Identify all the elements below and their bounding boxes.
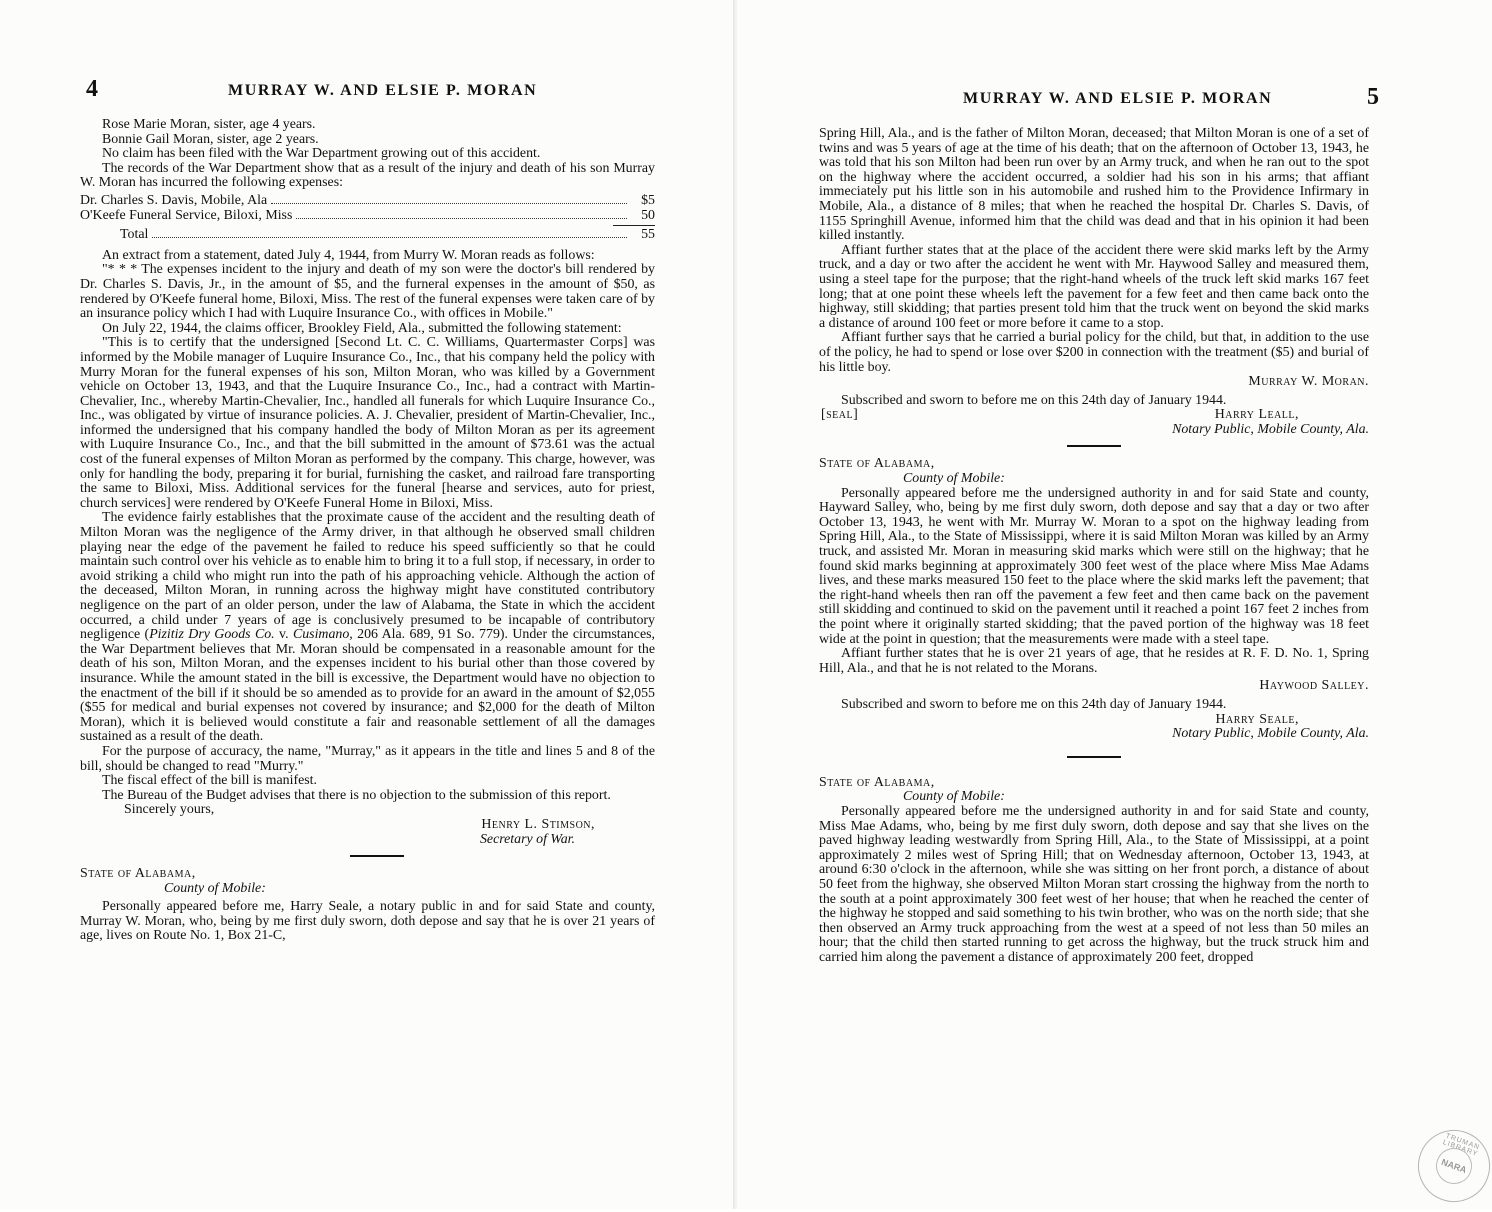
signer-name: Henry L. Stimson, (481, 816, 595, 832)
leader-dots (152, 237, 627, 238)
total-amount: 55 (641, 227, 655, 243)
paragraph: Affiant further states that he is over 21 years of age, that he resides at R. F. D. No. 1, Spring Hill, Ala., and that he is not related to the Morans. (819, 646, 1369, 676)
state-heading: State of Alabama, (819, 774, 935, 790)
paragraph: Spring Hill, Ala., and is the father of Milton Moran, deceased; that Milton Moran is one of a set of twins and was 5 years of age at the time of his death; that on the afternoon of October 13, 1943, he was told that his son Milton had been run over by an Army truck, and when he ran out to the spot on the highway where the accident occurred, a soldier had his son in his arms; that affiant immeciately put his little son in his automobile and rushed him to the Providence Infirmary in Mobile, Ala., a distance of 8 miles; that when he reached the hospital Dr. Charles S. Davis, of 1155 Springhill Avenue, informed him that the child was dead and that in his opinion it had been killed instantly. (819, 126, 1369, 244)
section-rule (350, 855, 404, 857)
expense-amount: $5 (641, 192, 655, 208)
expense-table (80, 194, 655, 243)
running-header: MURRAY W. AND ELSIE P. MORAN (228, 82, 538, 99)
leader-dots (271, 203, 627, 204)
notary-title: Notary Public, Mobile County, Ala. (1172, 726, 1369, 742)
paragraph: No claim has been filed with the War Department growing out of this accident. (102, 146, 541, 162)
notary-title: Notary Public, Mobile County, Ala. (1172, 421, 1369, 437)
family-line: Bonnie Gail Moran, sister, age 2 years. (102, 131, 319, 147)
county-heading: County of Mobile: (903, 789, 1005, 805)
sum-rule (613, 225, 655, 226)
case-name: Pizitiz Dry Goods Co. (149, 627, 275, 643)
signature-block (80, 818, 655, 847)
case-name-2: Cusimano (292, 627, 350, 643)
paragraph (80, 511, 655, 745)
notary-name: Harry Leall, (1214, 407, 1299, 423)
total-label: Total (120, 227, 149, 243)
affiant-signature: Murray W. Moran. (1248, 374, 1369, 390)
expense-amount: 50 (641, 207, 655, 223)
family-line: Rose Marie Moran, sister, age 4 years. (102, 117, 316, 132)
expense-name: O'Keefe Funeral Service, Biloxi, Miss (80, 207, 293, 223)
paragraph: On July 22, 1944, the claims officer, Brookley Field, Ala., submitted the following statement: (102, 320, 622, 336)
left-body (80, 118, 655, 944)
section-rule (1067, 756, 1121, 758)
running-header: MURRAY W. AND ELSIE P. MORAN (963, 90, 1273, 107)
expense-total-row (80, 228, 655, 243)
leader-dots (296, 218, 627, 219)
signer-title: Secretary of War. (479, 831, 575, 847)
right-page (737, 0, 1492, 1209)
expense-row (80, 194, 655, 209)
case-v: v. (274, 627, 293, 643)
closing: Sincerely yours, (124, 802, 215, 818)
seal-label: [seal] (821, 407, 859, 423)
paragraph: Affiant further says that he carried a burial policy for the child, but that, in addition to the use of the policy, he had to spend or lose over $200 in connection with the treatment ($5) and burial of his little boy. (819, 330, 1369, 375)
paragraph: The fiscal effect of the bill is manifest. (102, 773, 317, 789)
paragraph: An extract from a statement, dated July 4, 1944, from Murry W. Moran reads as follows: (102, 247, 595, 263)
right-body (819, 127, 1369, 965)
paragraph: The Bureau of the Budget advises that there is no objection to the submission of this report. (102, 787, 611, 803)
quote: "* * * The expenses incident to the injury and death of my son were the doctor's bill rendered by Dr. Charles S. Davis, Jr., in the amount of $5, and the furneral expenses in the amount of $50, as rendered by O'Keefe funeral home, Biloxi, Miss. The rest of the funeral expenses were taken care of by an insurance policy which I had with Luquire Insurance Co., with offices in Mobile." (80, 262, 655, 322)
page-number: 5 (1367, 84, 1379, 110)
paragraph: Personally appeared before me the undersigned authority in and for said State and county, Hayward Salley, who, being by me first duly sworn, doth depose and say that a day or two after October 13, 1943, he went with Mr. Murray W. Moran to a spot on the highway leading from Spring Hill, Ala., to the State of Mississippi, where it is said Milton Moran was killed by an Army truck, and assisted Mr. Moran in measuring skid marks which were still on the highway; that he found skid marks beginning at approximately 300 feet west of the place where Miss Mae Adams lives, and these marks measured 150 feet to the place where the skid marks left the pavement; that the right-hand wheels then ran off the pavement a few feet and then came back on the pavement still skidding and continued to skid on the pavement until it reached a point 167 feet 2 inches from the point where it originally started skidding; that the paved portion of the highway was 18 feet wide at the point in question; that the measurements were made with a steel tape. (819, 485, 1369, 647)
left-page (0, 0, 735, 1209)
paragraph: Personally appeared before me, Harry Seale, a notary public in and for said State and county, Murray W. Moran, who, being by me first duly sworn, doth depose and say that he is over 21 years of age, lives on Route No. 1, Box 21-C, (80, 899, 655, 944)
affiant-signature: Haywood Salley. (1259, 678, 1369, 694)
county-heading: County of Mobile: (903, 471, 1005, 487)
paragraph: Affiant further states that at the place of the accident there were skid marks left by the Army truck, and a day or two after the accident he went with Mr. Haywood Salley and measured them, using a steel tape for the purpose; that the right-hand wheels of the truck left skid marks 167 feet long; that at one point these wheels left the pavement for a few feet and then came back onto the highway, still skidding; that parties present told him that the truck went on beyond the skid marks a distance of around 100 feet or more before it came to a stop. (819, 242, 1369, 331)
quote: "This is to certify that the undersigned [Second Lt. C. C. Williams, Quartermaster Corps] was informed by the Mobile manager of Luquire Insurance Co., Inc., that his company held the policy with Murry Moran for the funeral expenses of his son, Milton Moran, who was killed by a Government vehicle on October 13, 1943, and that the Luquire Insurance Co., Inc., had a contract with Martin-Chevalier, Inc., whereby Martin-Chevalier, Inc., handled all funerals for which Luquire Insurance Co., Inc., was obligated by virtue of insurance policies. A. J. Chevalier, president of Martin-Chevalier, Inc., informed the undersigned that his company handled the body of Milton Moran as per its agreement with Luquire Insurance Co., Inc., and that the bill submitted in the amount of $73.61 was the actual cost of the funeral expenses of Milton Moran as performed by the company. This charge, however, was only for handling the body, preparing it for burial, furnishing the casket, and railroad fare transporting the same to Biloxi, Miss. Additional services for the funeral [hearse and services, auto for priest, church services] were rendered by O'Keefe Funeral Home in Biloxi, Miss. (80, 335, 655, 511)
stamp-center: NARA (1431, 1143, 1477, 1189)
paragraph: For the purpose of accuracy, the name, "Murray," as it appears in the title and lines 5 and 8 of the bill, should be changed to read "Murry." (80, 743, 655, 774)
paragraph: Personally appeared before me the undersigned authority in and for said State and county, Miss Mae Adams, who, being by me first duly sworn, doth depose and say that she lives on the paved highway leading westwardly from Spring Hill, Ala., to the State of Mississippi, at a point approximately 2 miles west of Spring Hill; that on Wednesday afternoon, October 13, 1943, at around 6:30 o'clock in the afternoon, while she was sitting on her front porch, a distance of about 50 feet from the highway, she observed Milton Moran start crossing the highway from the north to the south at a point approximately 300 feet west of her house; that when he reached the center of the highway he stopped and said something to his twin brother, who was on the north side; that she then observed an Army truck approaching from the west at a speed of not less than 50 miles an hour; that the child then started running to get across the highway, but the truck struck him and carried him along the pavement a distance of approximately 200 feet, dropped (819, 803, 1369, 965)
jurat: Subscribed and sworn to before me on this 24th day of January 1944. (841, 696, 1227, 712)
state-heading: State of Alabama, (80, 866, 196, 882)
section-rule (1067, 445, 1121, 447)
county-heading: County of Mobile: (164, 880, 266, 896)
page-number: 4 (86, 76, 98, 102)
notary-row (819, 408, 1369, 423)
stamp-ring-text: TRUMAN LIBRARY (1441, 1132, 1481, 1159)
jurat: Subscribed and sworn to before me on this 24th day of January 1944. (841, 392, 1227, 408)
expense-name: Dr. Charles S. Davis, Mobile, Ala (80, 192, 268, 208)
state-heading: State of Alabama, (819, 456, 935, 472)
evidence-text-2: , 206 Ala. 689, 91 So. 779). Under the circumstances, the War Department believes that Mr. Moran should be compensated in a reasonable amount for the death of his son, Milton Moran, and the expenses incident to his burial other than those covered by insurance. While the amount stated in the bill is excessive, the Department would have no objection to the enactment of the bill if it should be so amended as to provide for an award in the amount of $2,055 ($55 for medical and burial expenses not covered by insurance; and $2,000 for the death of Milton Moran), which it is believed would constitute a fair and reasonable settlement of all the damages sustained as a result of the death. (80, 627, 655, 745)
paragraph: The records of the War Department show that as a result of the injury and death of his son Murray W. Moran has incurred the following expenses: (80, 160, 655, 191)
evidence-text: The evidence fairly establishes that the proximate cause of the accident and the resulting death of Milton Moran was the negligence of the Army driver, in that although he observed small children playing near the edge of the pavement he failed to reduce his speed sufficiently so that he could maintain such control over his vehicle as to enable him to bring it to a full stop, if necessary, in order to avoid striking a child who might run into the path of his approaching vehicle. Although the action of the deceased, Milton Moran, in running across the highway might have constituted contributory negligence on the part of an older person, under the law of Alabama, the State in which the accident occurred, a child under 7 years of age is conclusively presumed to be incapable of contributory negligence ( (80, 510, 655, 643)
notary-name: Harry Seale, (1215, 711, 1299, 727)
expense-row (80, 209, 655, 224)
